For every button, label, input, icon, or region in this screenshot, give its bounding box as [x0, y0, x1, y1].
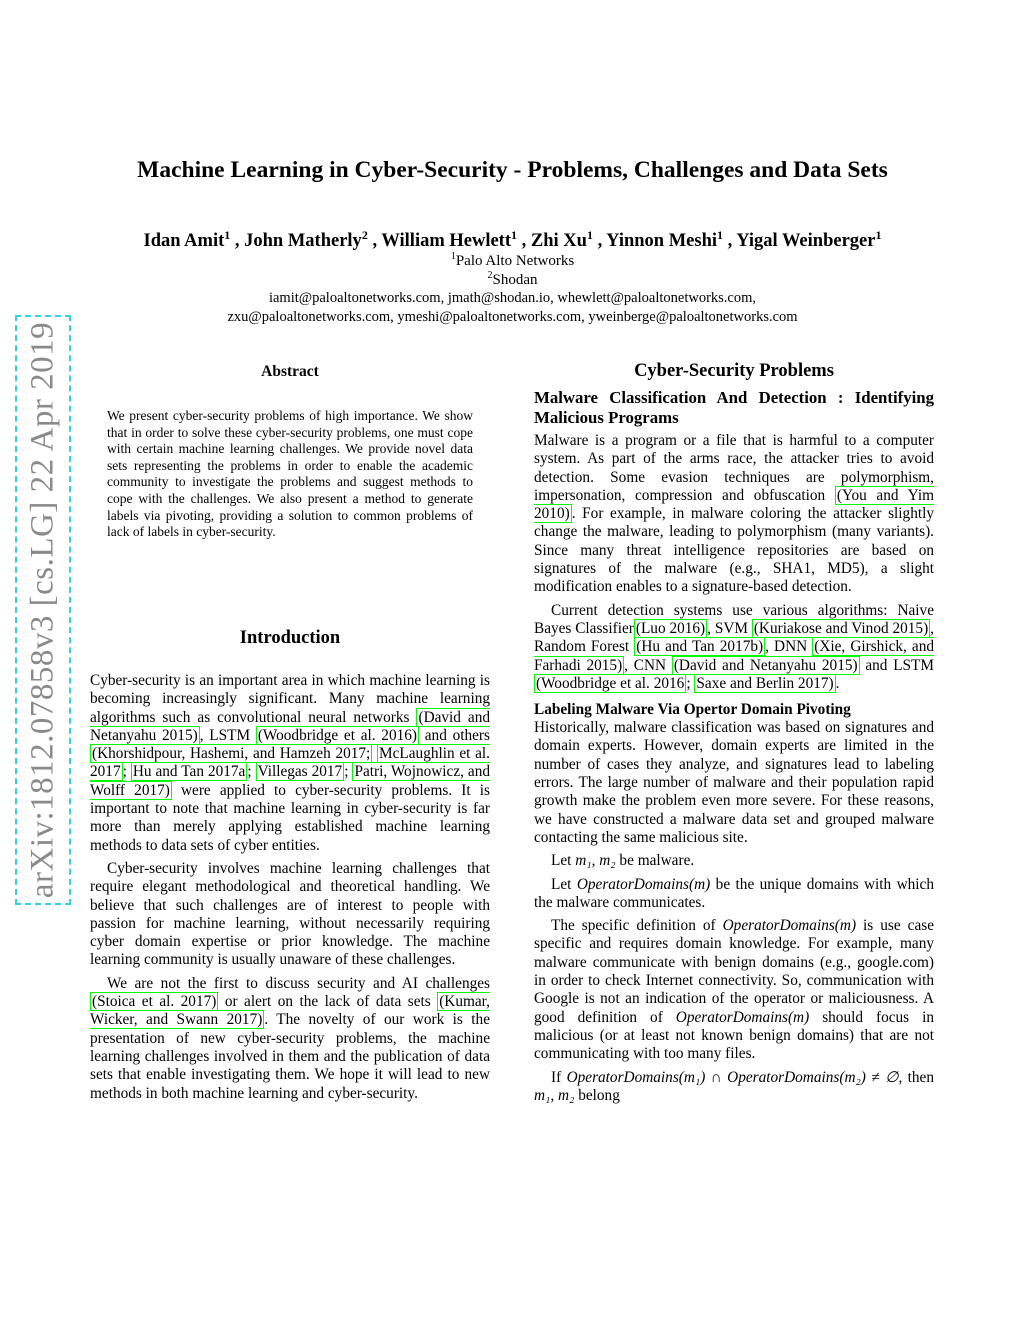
citation-link[interactable]: (Kumar, Wicker, and Swann 2017) [90, 993, 490, 1029]
intro-paragraph-1: Cyber-security is an important area in which machine learning is becoming increasingly significant. Many machine learning algorithms such as convolutional neural networks (David and Netanyahu 2015) , LSTM (Woodbridge et al. 2016) and others (Khorshidpour, Hashemi, and Hamzeh 2017; McLaughlin et al. 2017 ; Hu and Tan 2017a ; Villegas 2017 ; Patri, Wojnowicz, and Wolff 2017) were applied to cyber-security problems. It is important to note that machine learning in cyber-security is far more than merely applying established machine learning methods to data sets of cyber entities. [90, 672, 491, 854]
intro-paragraph-3: We are not the first to discuss security and AI challenges (Stoica et al. 2017) or alert on the lack of data sets (Kumar, Wicker, and Swann 2017) . The novelty of our work is the presentation of new cyber-security problems, the machine learning challenges involved in them and the publication of data sets that enable investigating them. We hope it will lead to new methods in both machine learning and cyber-security. [90, 974, 490, 1102]
author-name: Idan Amit [143, 231, 225, 252]
author-list: Idan Amit$^1$ , John Matherly$^2$ , William Hewlett$^1$ , Zhi Xu$^1$ , Yinnon Meshi$^1$ , Yigal Weinberger$^1$ [143, 228, 882, 252]
right-column-body [534, 388, 934, 1110]
subsection-malware-classification: Malware Classification And Detection : Identifying Malicious Programs [534, 388, 934, 427]
arxiv-stamp [15, 315, 75, 905]
citation-link[interactable]: (Luo 2016) [635, 619, 706, 637]
author-name: Yigal Weinberger [736, 231, 876, 252]
citation-link[interactable]: (You and Yim 2010) [534, 486, 934, 523]
author-name: William Hewlett [381, 231, 512, 252]
labeling-paragraph-1: Historically, malware classification was based on signatures and domain experts. However, domain experts are limited in the number of cases they analyze, and signatures lead to labeling errors. The large number of malware and their population rapid growth make the problem even more severe. For these reasons, we have constructed a malware data set and grouped malware contacting the same malicious site. [534, 719, 934, 846]
author-name: John Matherly [244, 231, 362, 252]
labeling-paragraph-4: The specific definition of OperatorDomains(m) is use case specific and requires domain knowledge. For example, many malware communicate with benign domains (e.g., google.com) in order to check Internet connectivity. So, communication with Google is not an indication of the operator or maliciousness. A good definition of OperatorDomains(m) should focus in malicious (or at least not known benign domains) that are not communicating with too many files. [534, 917, 934, 1063]
citation-link[interactable]: (Kuriakose and Vinod 2015) [753, 619, 929, 637]
cyber-security-problems-heading: Cyber-Security Problems [634, 361, 834, 381]
intro-paragraph-2: Cyber-security involves machine learning challenges that require elegant methodological and theoretical handling. We believe that such challenges are of interest to people with passion for machine learning, without necessarily requiring cyber domain expertise or prior knowledge. The machine learning community is usually unaware of these challenges. [90, 859, 490, 969]
arxiv-id[interactable]: arXiv:1812.07858v3 [cs.LG] 22 Apr 2019 [24, 321, 61, 899]
citation-link[interactable]: (Stoica et al. 2017) [92, 993, 217, 1011]
citation-link[interactable]: McLaughlin et al. 2017 [90, 745, 491, 781]
subsection-labeling-malware: Labeling Malware Via Opertor Domain Pivoting [534, 701, 851, 719]
author-emails: iamit@paloaltonetworks.com, jmath@shodan.io, whewlett@paloaltonetworks.com, zxu@paloaltonetworks.com, ymeshi@paloaltonetworks.com, yweinberge@paloaltonetworks.com [227, 290, 798, 325]
citation-link[interactable]: (David and Netanyahu 2015) [90, 708, 491, 744]
labeling-paragraph-2: Let m₁, m₂ be malware. [551, 852, 695, 870]
introduction-heading: Introduction [239, 628, 341, 648]
abstract-heading: Abstract [261, 363, 319, 380]
citation-link[interactable]: Saxe and Berlin 2017) [696, 674, 834, 692]
citation-link[interactable]: (Hu and Tan 2017b) [636, 638, 764, 656]
citation-link[interactable]: (Woodbridge et al. 2016) [257, 726, 417, 744]
affiliation-1: $^1$Palo Alto Networks [450, 251, 575, 269]
malware-paragraph-2: Current detection systems use various algorithms: Naive Bayes Classifier (Luo 2016) , SVM (Kuriakose and Vinod 2015) , Random Forest (Hu and Tan 2017b) , DNN (Xie, Girshick, and Farhadi 2015) , CNN (David and Netanyahu 2015) and LSTM (Woodbridge et al. 2016 ; Saxe and Berlin 2017) . [534, 601, 934, 692]
introduction-body [90, 672, 490, 1108]
labeling-paragraph-5: If OperatorDomains(m₁) ∩ OperatorDomains(m₂) ≠ ∅, then m₁, m₂ belong [534, 1068, 934, 1104]
paper-title: Machine Learning in Cyber-Security - Problems, Challenges and Data Sets [137, 157, 888, 183]
author-name: Zhi Xu [530, 231, 587, 252]
citation-link[interactable]: (Xie, Girshick, and Farhadi 2015) [534, 638, 934, 674]
author-name: Yinnon Meshi [606, 231, 717, 252]
affiliation-2: $^2$Shodan [487, 270, 538, 288]
citation-link[interactable]: Villegas 2017 [257, 763, 343, 781]
citation-link[interactable]: Hu and Tan 2017a [132, 763, 246, 781]
citation-link[interactable]: (David and Netanyahu 2015) [673, 656, 858, 674]
citation-link[interactable]: Patri, Wojnowicz, and Wolff 2017) [90, 763, 491, 799]
malware-paragraph-1: Malware is a program or a file that is harmful to a computer system. As part of the arms race, the attacker tries to avoid detection. Some evasion techniques are polymorphism, impersonation, compression and obfuscation (You and Yim 2010) . For example, in malware coloring the attacker slightly change the malware, leading to polymorphism (many variants). Since many threat intelligence repositories are based on signatures of the malware (e.g., SHA1, MD5), a slight modification enables to a signature-based detection. [534, 432, 934, 596]
citation-link[interactable]: (Khorshidpour, Hashemi, and Hamzeh 2017; [92, 745, 371, 763]
labeling-paragraph-3: Let OperatorDomains(m) be the unique domains with which the malware communicates. [534, 875, 934, 911]
abstract-text: We present cyber-security problems of high importance. We show that in order to solve these cyber-security problems, one must cope with certain machine learning challenges. We provide novel data sets representing the problems in order to enable the academic community to investigate the problems and suggest methods to cope with the challenges. We also present a method to generate labels via pivoting, providing a solution to common problems of lack of labels in cyber-security. [107, 408, 473, 540]
citation-link[interactable]: (Woodbridge et al. 2016 [536, 674, 685, 692]
